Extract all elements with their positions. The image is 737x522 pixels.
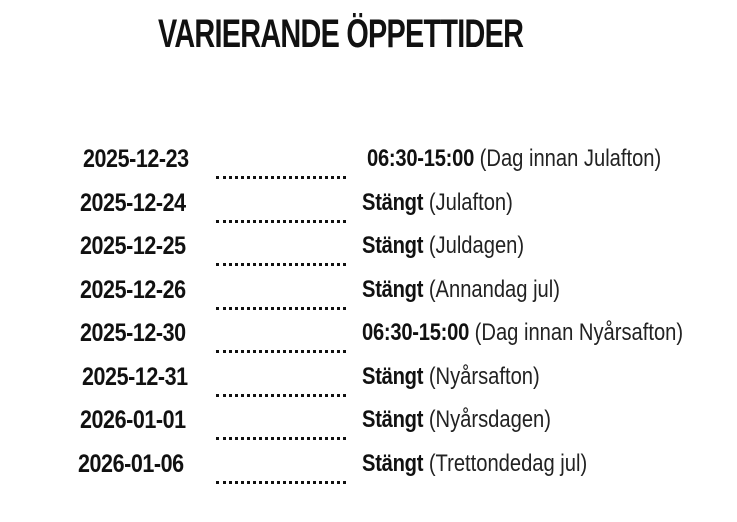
date-label: 2026-01-06 bbox=[78, 449, 184, 478]
hours-info bbox=[362, 229, 524, 263]
hours-status: 06:30-15:00 bbox=[362, 319, 470, 346]
date-label: 2025-12-26 bbox=[80, 275, 186, 304]
page-title: VARIERANDE ÖPPETTIDER bbox=[158, 12, 524, 56]
hours-info bbox=[362, 186, 513, 220]
hours-info bbox=[362, 447, 587, 481]
list-item bbox=[0, 316, 737, 360]
hours-info bbox=[362, 316, 683, 350]
dotted-leader bbox=[216, 176, 346, 179]
hours-note: (Dag innan Nyårsafton) bbox=[474, 319, 684, 346]
dotted-leader bbox=[216, 437, 346, 440]
list-item bbox=[0, 447, 737, 491]
date-label: 2025-12-23 bbox=[83, 145, 189, 173]
list-item bbox=[0, 273, 737, 317]
hours-info bbox=[367, 142, 661, 176]
dotted-leader bbox=[216, 350, 346, 353]
hours-status: Stängt bbox=[362, 232, 424, 259]
date-label: 2025-12-25 bbox=[80, 232, 186, 260]
date-label: 2025-12-31 bbox=[82, 362, 188, 391]
hours-info bbox=[362, 403, 551, 437]
dotted-leader bbox=[216, 394, 346, 397]
hours-note: (Trettondedag jul) bbox=[428, 449, 588, 477]
hours-status: Stängt bbox=[362, 449, 424, 477]
dotted-leader bbox=[216, 220, 346, 223]
dotted-leader bbox=[216, 263, 346, 266]
list-item bbox=[0, 142, 737, 186]
hours-status: Stängt bbox=[362, 406, 424, 433]
list-item bbox=[0, 229, 737, 273]
date-label: 2026-01-01 bbox=[80, 406, 186, 434]
hours-note: (Julafton) bbox=[428, 188, 513, 216]
hours-status: Stängt bbox=[362, 275, 424, 303]
date-label: 2025-12-30 bbox=[80, 319, 186, 347]
opening-hours-list bbox=[0, 142, 737, 490]
list-item bbox=[0, 403, 737, 447]
hours-status: Stängt bbox=[362, 188, 424, 216]
dotted-leader bbox=[216, 481, 346, 484]
hours-note: (Dag innan Julafton) bbox=[479, 145, 662, 172]
hours-note: (Annandag jul) bbox=[428, 275, 560, 303]
hours-info bbox=[362, 360, 540, 394]
hours-status: Stängt bbox=[362, 362, 424, 390]
list-item bbox=[0, 186, 737, 230]
dotted-leader bbox=[216, 307, 346, 310]
hours-status: 06:30-15:00 bbox=[367, 145, 475, 172]
list-item bbox=[0, 360, 737, 404]
hours-note: (Nyårsdagen) bbox=[428, 406, 551, 433]
hours-info bbox=[362, 273, 560, 307]
hours-note: (Juldagen) bbox=[428, 232, 525, 259]
hours-note: (Nyårsafton) bbox=[428, 362, 540, 390]
date-label: 2025-12-24 bbox=[80, 188, 186, 217]
